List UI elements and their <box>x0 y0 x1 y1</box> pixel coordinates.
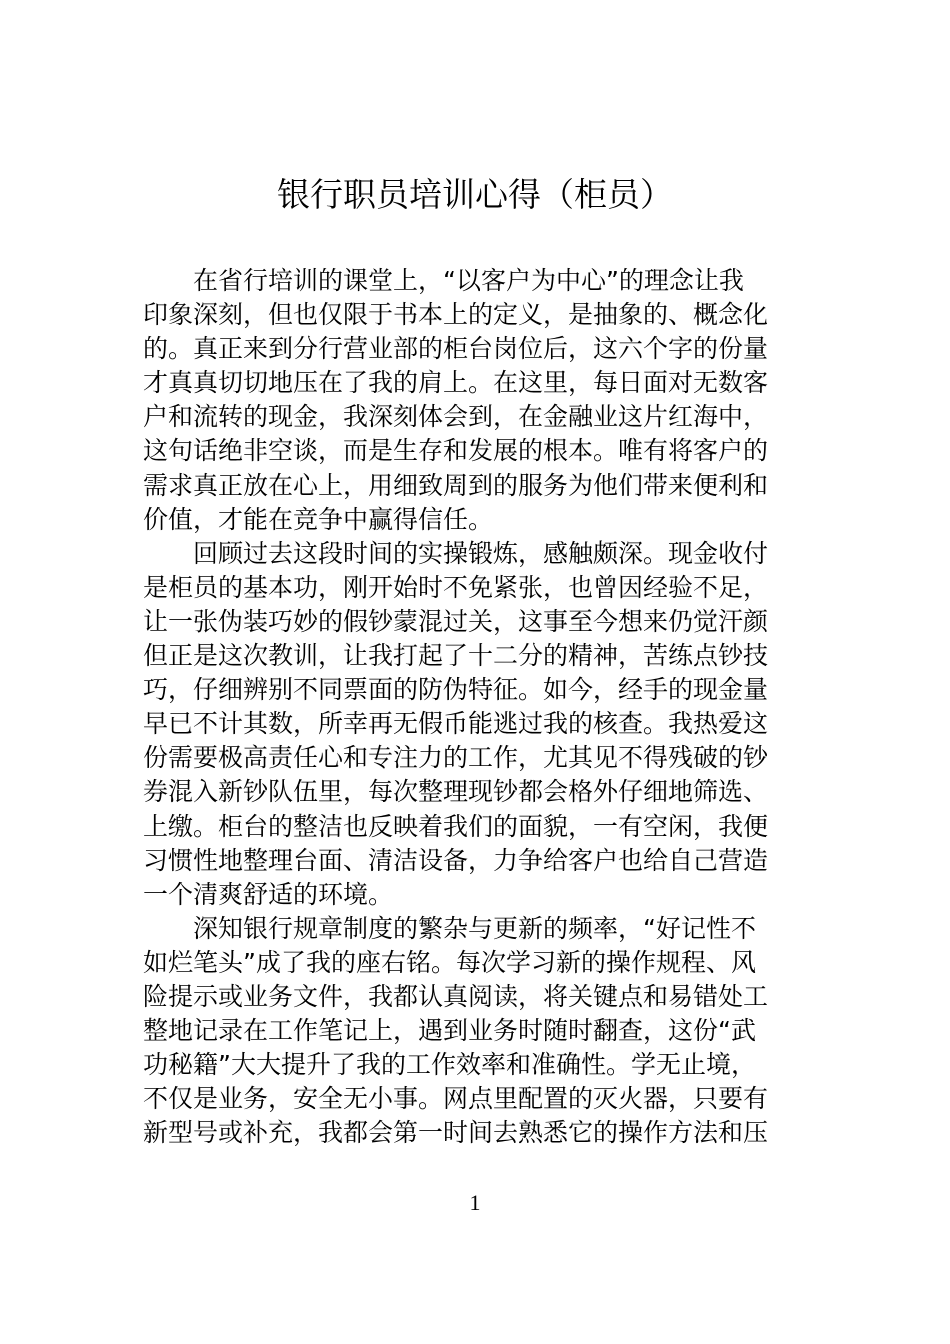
text-line: 新型号或补充，我都会第一时间去熟悉它的操作方法和压 <box>143 1118 769 1148</box>
text-line: 深知银行规章制度的繁杂与更新的频率，“好记性不 <box>193 913 756 943</box>
document-title: 银行职员培训心得（柜员） <box>277 175 673 214</box>
text-line: 户和流转的现金，我深刻体会到，在金融业这片红海中， <box>143 402 769 432</box>
text-line: 一个清爽舒适的环境。 <box>143 879 394 909</box>
text-line: 印象深刻，但也仅限于书本上的定义，是抽象的、概念化 <box>143 300 769 330</box>
page-number: 1 <box>469 1190 481 1215</box>
text-line: 如烂笔头”成了我的座右铭。每次学习新的操作规程、风 <box>143 947 756 977</box>
text-line: 但正是这次教训，让我打起了十二分的精神，苦练点钞技 <box>143 641 769 671</box>
text-line: 回顾过去这段时间的实操锻炼，感触颇深。现金收付 <box>193 538 769 568</box>
text-line: 整地记录在工作笔记上，遇到业务时随时翻查，这份“武 <box>143 1016 756 1046</box>
text-line: 份需要极高责任心和专注力的工作，尤其见不得残破的钞 <box>143 743 769 773</box>
text-line: 习惯性地整理台面、清洁设备，力争给客户也给自己营造 <box>143 845 769 875</box>
text-line: 功秘籍”大大提升了我的工作效率和准确性。学无止境， <box>143 1050 756 1080</box>
text-line: 才真真切切地压在了我的肩上。在这里，每日面对无数客 <box>143 368 769 398</box>
text-line: 这句话绝非空谈，而是生存和发展的根本。唯有将客户的 <box>143 436 769 466</box>
paragraph-2 <box>143 537 807 912</box>
text-line: 不仅是业务，安全无小事。网点里配置的灭火器，只要有 <box>143 1084 769 1114</box>
text-line: 险提示或业务文件，我都认真阅读，将关键点和易错处工 <box>143 981 769 1011</box>
text-line: 在省行培训的课堂上，“以客户为中心”的理念让我 <box>193 266 744 295</box>
paragraph-1 <box>143 264 807 537</box>
text-line: 的。真正来到分行营业部的柜台岗位后，这六个字的份量 <box>143 334 769 364</box>
text-line: 巧，仔细辨别不同票面的防伪特征。如今，经手的现金量 <box>143 675 769 705</box>
text-line: 价值，才能在竞争中赢得信任。 <box>143 504 494 534</box>
text-line: 让一张伪装巧妙的假钞蒙混过关，这事至今想来仍觉汗颜 <box>143 606 769 636</box>
text-line: 是柜员的基本功，刚开始时不免紧张，也曾因经验不足， <box>143 572 769 602</box>
text-line: 早已不计其数，所幸再无假币能逃过我的核查。我热爱这 <box>143 709 769 739</box>
document-body <box>143 264 807 1150</box>
text-line: 券混入新钞队伍里，每次整理现钞都会格外仔细地筛选、 <box>143 777 769 807</box>
text-line: 需求真正放在心上，用细致周到的服务为他们带来便利和 <box>143 470 769 500</box>
text-line: 上缴。柜台的整洁也反映着我们的面貌，一有空闲，我便 <box>143 811 769 841</box>
paragraph-3 <box>143 912 807 1151</box>
